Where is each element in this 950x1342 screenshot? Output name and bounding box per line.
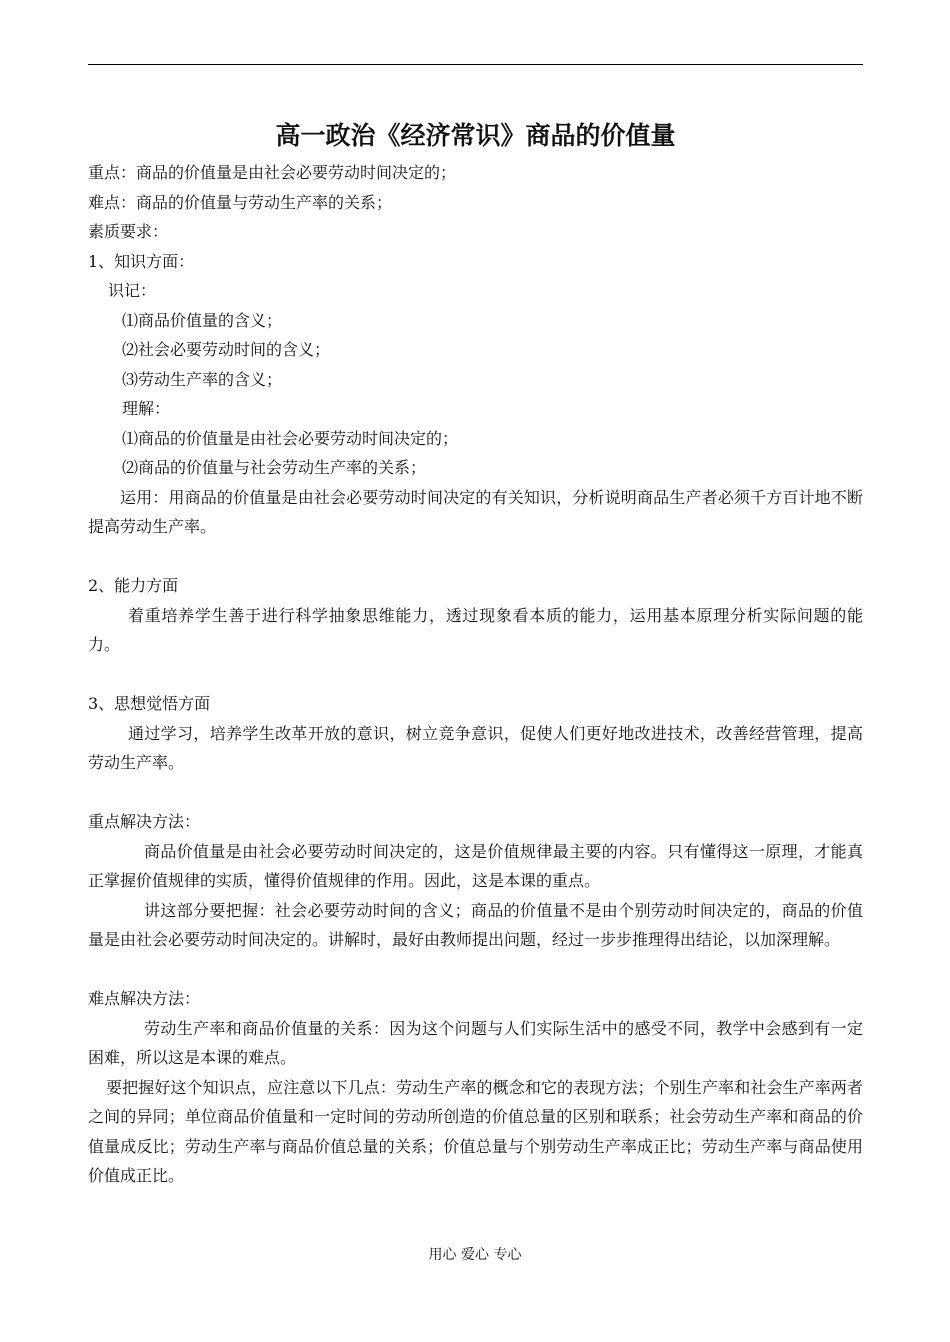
memorize-item: ⑴商品价值量的含义； [122,310,283,330]
key-method-heading: 重点解决方法： [88,812,201,831]
memorize-label: 识记： [108,281,157,300]
difficult-method-paragraph: 劳动生产率和商品价值量的关系：因为这个问题与人们实际生活中的感受不同，教学中会感到有一定困难，所以这是本课的难点。 [88,1018,863,1067]
document-body [88,118,863,1191]
key-point-line: 重点：商品的价值量是由社会必要劳动时间决定的； [88,163,457,182]
ideology-heading: 3、思想觉悟方面 [88,694,211,713]
ability-paragraph: 着重培养学生善于进行科学抽象思维能力，透过现象看本质的能力，运用基本原理分析实际问题的能力。 [88,605,863,654]
spacer [88,778,863,808]
knowledge-heading: 1、知识方面： [88,251,195,271]
spacer [88,660,863,690]
memorize-item: ⑵社会必要劳动时间的含义； [122,340,331,359]
ability-heading: 2、能力方面 [88,576,179,595]
key-method-paragraph: 商品价值量是由社会必要劳动时间决定的，这是价值规律最主要的内容。只有懂得这一原理，才能真正掌握价值规律的实质，懂得价值规律的作用。因此，这是本课的重点。 [88,841,863,890]
understand-item: ⑵商品的价值量与社会劳动生产率的关系； [122,458,427,477]
memorize-item: ⑶劳动生产率的含义； [122,369,283,389]
apply-paragraph: 运用：用商品的价值量是由社会必要劳动时间决定的有关知识，分析说明商品生产者必须千方百计地不断提高劳动生产率。 [88,487,863,536]
quality-requirement-heading: 素质要求： [88,222,169,241]
difficult-point-line: 难点：商品的价值量与劳动生产率的关系； [88,192,393,212]
ideology-paragraph: 通过学习，培养学生改革开放的意识，树立竞争意识，促使人们更好地改进技术，改善经营管理，提高劳动生产率。 [88,723,863,772]
difficult-method-paragraph: 要把握好这个知识点，应注意以下几点：劳动生产率的概念和它的表现方法；个别生产率和社会生产率两者之间的异同；单位商品价值量和一定时间的劳动所创造的价值总量的区别和联系；社会劳动生产率和商品的价值量成反比；劳动生产率与商品价值总量的关系；价值总量与个别劳动生产率成正比；劳动生产率与商品使用价值成正比。 [88,1077,863,1185]
difficult-method-heading: 难点解决方法： [88,989,201,1008]
page-footer: 用心 爱心 专心 [428,1247,522,1263]
spacer [88,955,863,985]
page-title: 高一政治《经济常识》商品的价值量 [275,121,676,150]
spacer [88,542,863,572]
understand-item: ⑴商品的价值量是由社会必要劳动时间决定的； [122,428,459,448]
understand-label: 理解： [122,399,171,418]
header-rule [88,64,863,65]
key-method-paragraph: 讲这部分要把握：社会必要劳动时间的含义；商品的价值量不是由个别劳动时间决定的，商品的价值量是由社会必要劳动时间决定的。讲解时，最好由教师提出问题，经过一步步推理得出结论，以加深理解。 [88,900,863,949]
